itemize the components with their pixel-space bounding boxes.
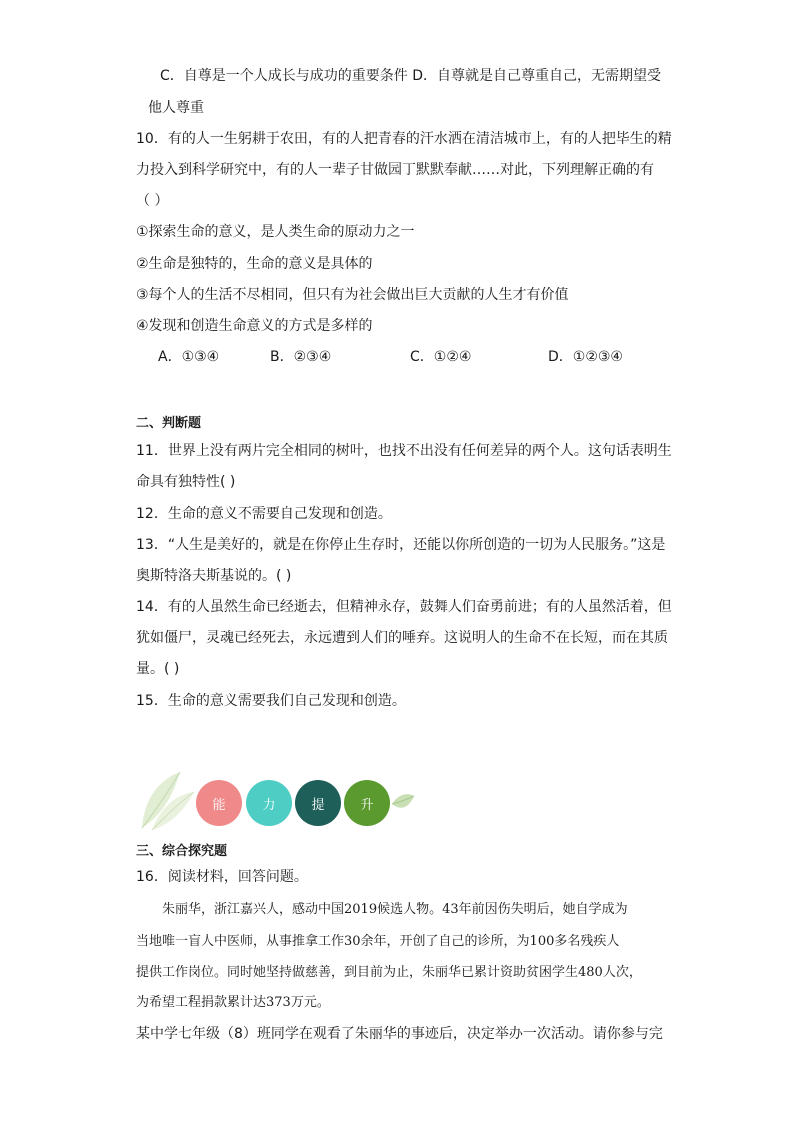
q10-statement-1: ①探索生命的意义，是人类生命的原动力之一 — [136, 224, 415, 240]
q10-stem-line2: 力投入到科学研究中，有的人一辈子甘做园丁默默奉献……对此，下列理解正确的有 — [136, 162, 654, 178]
banner-char-4: 升 — [344, 780, 390, 826]
q9-option-d-continued: 他人尊重 — [148, 100, 204, 116]
q11-line2: 命具有独特性( ) — [136, 474, 236, 490]
banner-char-2: 力 — [246, 780, 292, 826]
q10-option-b: B．②③④ — [270, 349, 332, 365]
leaf-decoration-icon — [138, 770, 198, 832]
q9-options-cd: C．自尊是一个人成长与成功的重要条件 D．自尊就是自己尊重自己，无需期望受 — [160, 68, 662, 84]
material-line-2: 当地唯一盲人中医师，从事推拿工作30余年，开创了自己的诊所，为100多名残疾人 — [136, 934, 620, 949]
q10-statement-3: ③每个人的生活不尽相同，但只有为社会做出巨大贡献的人生才有价值 — [136, 287, 569, 303]
q16-stem: 16．阅读材料，回答问题。 — [136, 869, 308, 885]
q10-option-d: D．①②③④ — [548, 349, 623, 365]
q10-stem-line1: 10．有的人一生躬耕于农田，有的人把青春的汗水洒在清洁城市上，有的人把毕生的精 — [136, 131, 672, 147]
material-line-1: 朱丽华，浙江嘉兴人，感动中国2019候选人物。43年前因伤失明后，她自学成为 — [162, 902, 628, 917]
q16-activity-line: 某中学七年级（8）班同学在观看了朱丽华的事迹后，决定举办一次活动。请你参与完 — [136, 1026, 663, 1042]
material-line-4: 为希望工程捐款累计达373万元。 — [136, 995, 330, 1010]
q14-line3: 量。( ) — [136, 661, 180, 677]
ability-banner — [138, 770, 418, 832]
q10-option-c: C．①②④ — [410, 349, 472, 365]
q11-line1: 11．世界上没有两片完全相同的树叶，也找不出没有任何差异的两个人。这句话表明生 — [136, 443, 672, 459]
q10-statement-4: ④发现和创造生命意义的方式是多样的 — [136, 318, 373, 334]
q10-option-a: A．①③④ — [158, 349, 220, 365]
small-leaf-icon — [390, 792, 416, 814]
section3-title: 三、综合探究题 — [136, 844, 228, 859]
q14-line1: 14．有的人虽然生命已经逝去，但精神永存，鼓舞人们奋勇前进；有的人虽然活着，但 — [136, 599, 672, 615]
q15: 15．生命的意义需要我们自己发现和创造。 — [136, 693, 406, 709]
material-line-3: 提供工作岗位。同时她坚持做慈善，到目前为止，朱丽华已累计资助贫困学生480人次， — [136, 965, 642, 980]
q13-line1: 13．“人生是美好的，就是在你停止生存时，还能以你所创造的一切为人民服务。”这是 — [136, 537, 666, 553]
q12: 12．生命的意义不需要自己发现和创造。 — [136, 506, 392, 522]
q10-statement-2: ②生命是独特的，生命的意义是具体的 — [136, 256, 373, 272]
section2-title: 二、判断题 — [136, 416, 202, 431]
q10-stem-line3: （ ） — [136, 193, 169, 209]
banner-char-1: 能 — [196, 780, 242, 826]
q14-line2: 犹如僵尸，灵魂已经死去，永远遭到人们的唾弃。这说明人的生命不在长短，而在其质 — [136, 630, 668, 646]
banner-char-3: 提 — [295, 780, 341, 826]
q13-line2: 奥斯特洛夫斯基说的。( ) — [136, 568, 292, 584]
